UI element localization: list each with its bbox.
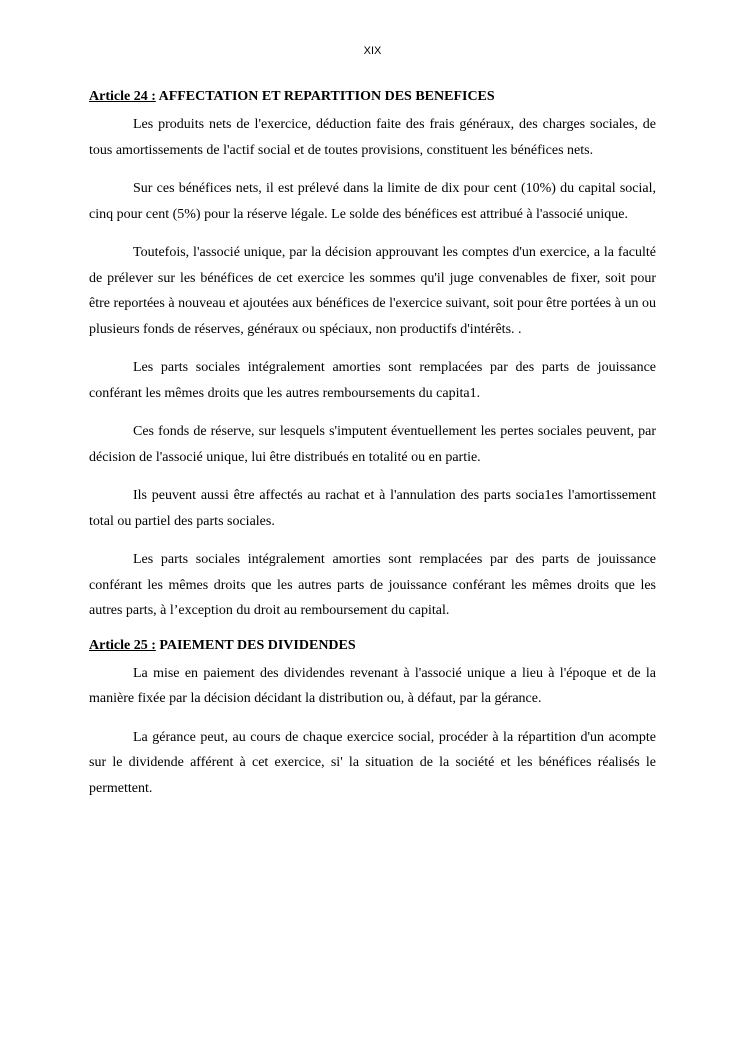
article-24-paragraph-1: Les produits nets de l'exercice, déduction faite des frais généraux, des charges sociales, de tous amortissements de l'actif social et de toutes provisions, constituent les bénéfices nets. bbox=[89, 117, 656, 158]
article-24-paragraph-7: Les parts sociales intégralement amorties sont remplacées par des parts de jouissance conférant les mêmes droits que les autres parts de jouissance conférant les mêmes droits que les autres parts, à l’exception du droit au remboursement du capital. bbox=[89, 552, 656, 618]
article-24-paragraph-4: Les parts sociales intégralement amorties sont remplacées par des parts de jouissance conférant les mêmes droits que les autres remboursements du capita1. bbox=[89, 360, 656, 401]
article-24-paragraph-6: Ils peuvent aussi être affectés au rachat et à l'annulation des parts socia1es l'amortissement total ou partiel des parts sociales. bbox=[89, 488, 656, 529]
article-25-number: Article 25 : bbox=[89, 637, 156, 653]
article-25-paragraph-1: La mise en paiement des dividendes revenant à l'associé unique a lieu à l'époque et de la manière fixée par la décision décidant la distribution ou, à défaut, par la gérance. bbox=[89, 665, 656, 706]
article-24-number: Article 24 : bbox=[89, 89, 156, 104]
article-24-heading bbox=[89, 88, 656, 106]
page-number: XIX bbox=[363, 45, 382, 57]
article-24-title: AFFECTATION ET REPARTITION DES BENEFICES bbox=[155, 89, 495, 104]
article-25-paragraph-2: La gérance peut, au cours de chaque exercice social, procéder à la répartition d'un acompte sur le dividende afférent à cet exercice, si' la situation de la société et les bénéfices réalisés le permettent. bbox=[89, 729, 656, 796]
page-content bbox=[89, 88, 656, 814]
article-24-paragraph-2: Sur ces bénéfices nets, il est prélevé dans la limite de dix pour cent (10%) du capital social, cinq pour cent (5%) pour la réserve légale. Le solde des bénéfices est attribué à l'associé unique. bbox=[89, 181, 656, 222]
article-25-heading bbox=[89, 637, 656, 655]
article-25-title: PAIEMENT DES DIVIDENDES bbox=[155, 637, 356, 653]
article-24-paragraph-3: Toutefois, l'associé unique, par la décision approuvant les comptes d'un exercice, a la faculté de prélever sur les bénéfices de cet exercice les sommes qu'il juge convenables de fixer, soit pour être reportées à nouveau et ajoutées aux bénéfices de l'exercice suivant, soit pour être portées à un ou plusieurs fonds de réserves, généraux ou spéciaux, non productifs d'intérêts. . bbox=[89, 245, 656, 337]
article-24-paragraph-5: Ces fonds de réserve, sur lesquels s'imputent éventuellement les pertes sociales peuvent, par décision de l'associé unique, lui être distribués en totalité ou en partie. bbox=[89, 424, 656, 465]
